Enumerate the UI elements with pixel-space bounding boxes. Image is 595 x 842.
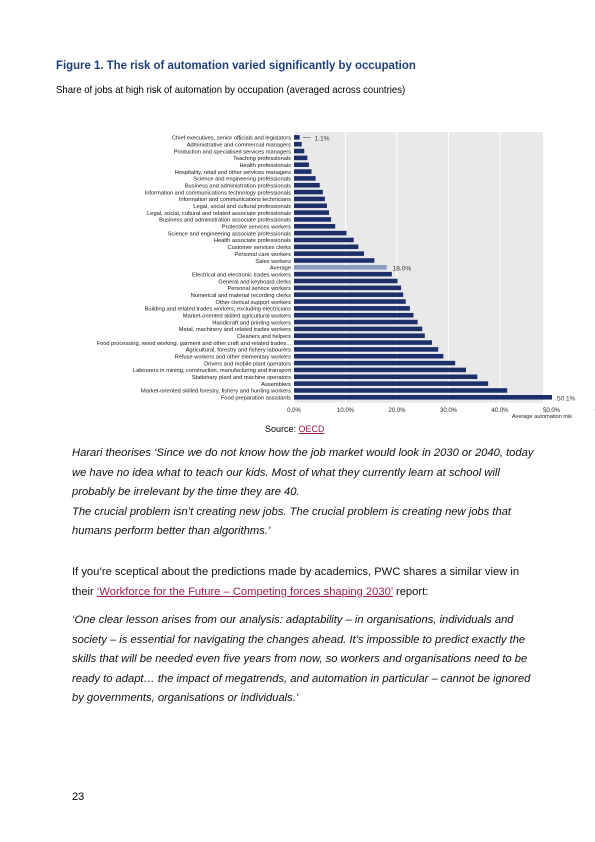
- bar: [294, 251, 364, 256]
- bar: [294, 313, 413, 318]
- y-category-label: Legal, social and cultural professionals: [193, 204, 291, 211]
- bar: [294, 258, 374, 263]
- y-category-label: Food processing, wood working, garment and other craft and related trades...: [96, 340, 291, 347]
- y-category-label: Information and communications technology professionals: [144, 190, 291, 197]
- y-category-label: Drivers and mobile plant operators: [204, 361, 291, 368]
- x-tick-label: 0.0%: [287, 407, 301, 414]
- y-category-label: Assemblers: [261, 381, 291, 388]
- bar: [294, 176, 316, 181]
- pwc-paragraph-end: report:: [392, 585, 429, 598]
- bar: [294, 190, 323, 195]
- bar: [294, 347, 438, 352]
- y-category-label: Production and specialised services managers: [173, 149, 291, 156]
- x-tick-label: 40.0%: [491, 407, 509, 414]
- y-category-label: Metal, machinery and related trades workers: [178, 327, 291, 334]
- y-category-label: Stationary plant and machine operators: [191, 375, 291, 382]
- x-tick-label: 10.0%: [336, 407, 355, 414]
- y-category-label: Science and engineering associate professionals: [167, 231, 291, 238]
- y-category-label: Legal, social, cultural and related associate professionals: [147, 210, 291, 217]
- y-category-label: Personal care workers: [234, 251, 291, 258]
- y-category-label: Average: [269, 265, 291, 272]
- x-tick-label: 20.0%: [388, 407, 406, 414]
- y-category-label: Protective services workers: [221, 224, 291, 231]
- bar: [294, 327, 422, 332]
- pwc-report-link[interactable]: ‘Workforce for the Future – Competing forces shaping 2030’: [96, 585, 393, 598]
- y-category-label: Food preparation assistants: [220, 395, 291, 402]
- x-axis-title: Average automation risk: [511, 413, 573, 420]
- bar: [294, 299, 406, 304]
- x-tick-label: 50.0%: [542, 407, 561, 414]
- bar: [294, 135, 300, 140]
- bar: [294, 183, 320, 188]
- bar: [294, 306, 410, 311]
- y-category-label: Handicraft and printing workers: [212, 320, 291, 327]
- bar: [294, 142, 302, 147]
- bar: [294, 286, 401, 291]
- bar: [294, 354, 443, 359]
- y-category-label: Building and related trades workers, excluding electricians: [144, 306, 291, 313]
- y-category-label: Other clerical support workers: [215, 299, 291, 306]
- harari-quote: Harari theorises ‘Since we do not know how the job market would look in 2030 or 2040, today we have no idea what to teach our kids. Most of what they currently learn at school will probably be irrelevant by the time they are 40. The crucial problem isn’t creating new jobs. The crucial problem is creating new jobs that humans perform better than algorithms.’: [72, 447, 534, 537]
- y-category-label: Health associate professionals: [213, 238, 291, 245]
- bar: [294, 156, 307, 161]
- bar: [294, 279, 398, 284]
- bar: [294, 333, 425, 338]
- y-category-label: Market-oriented skilled forestry, fishery and hunting workers: [140, 388, 291, 395]
- source-label: Source:: [265, 424, 297, 434]
- y-category-label: Refuse workers and other elementary workers: [174, 354, 291, 361]
- y-category-label: General and keyboard clerks: [218, 279, 291, 286]
- bar: [294, 265, 387, 270]
- data-label: 18.0%: [392, 265, 412, 273]
- y-category-label: Agricultural, forestry and fishery labourers: [185, 347, 291, 354]
- page-number: 23: [72, 791, 85, 803]
- bar: [294, 169, 312, 174]
- data-label: 1.1%: [314, 135, 330, 143]
- bar: [294, 388, 507, 393]
- y-category-label: Cleaners and helpers: [236, 334, 291, 340]
- x-tick-label: 30.0%: [439, 407, 458, 414]
- bar: [294, 272, 392, 277]
- bar: [294, 340, 432, 345]
- bar: [294, 320, 418, 325]
- bar: [294, 368, 466, 373]
- y-category-label: Information and communications technicians: [178, 197, 291, 204]
- y-category-label: Electrical and electronic trades workers: [192, 272, 291, 279]
- bar: [294, 292, 403, 297]
- pwc-quote: ‘One clear lesson arises from our analysis: adaptability – in organisations, individuals and society – is essential for navigating the changes ahead. It’s impossible to predict exactly the skills that will be needed even five years from now, so workers and organisations need to be ready to adapt… the impact of megatrends, and automation in particular – cannot be ignored by governments, organisations or individuals.’: [72, 614, 531, 704]
- bar: [294, 204, 327, 209]
- y-category-label: Administrative and commercial managers: [186, 142, 291, 149]
- bar: [294, 217, 331, 222]
- y-category-label: Chief executives, senior officials and legislators: [171, 135, 291, 142]
- y-category-label: Business and administration associate professionals: [159, 217, 291, 224]
- bar: [294, 224, 335, 229]
- y-category-label: Labourers in mining, construction, manufacturing and transport: [132, 368, 291, 375]
- pwc-paragraph: [72, 563, 540, 602]
- chart-source: [265, 424, 325, 434]
- data-label: 50.1%: [557, 395, 576, 403]
- bar: [294, 395, 552, 400]
- oecd-source-link[interactable]: OECD: [298, 424, 325, 434]
- bar: [294, 231, 347, 236]
- bar: [294, 375, 477, 380]
- bar: [294, 162, 309, 167]
- y-category-label: Business and administration professionals: [184, 183, 291, 190]
- bar: [294, 381, 488, 386]
- y-category-label: Hospitality, retail and other services managers: [174, 169, 291, 176]
- y-category-label: Health professionals: [239, 163, 291, 169]
- bar: [294, 238, 354, 243]
- y-category-label: Numerical and material recording clerks: [190, 292, 291, 299]
- bar: [294, 245, 358, 250]
- bar: [294, 361, 455, 366]
- automation-risk-chart: [0, 126, 595, 422]
- y-category-label: Sales workers: [255, 258, 291, 265]
- figure-subtitle: Share of jobs at high risk of automation by occupation (averaged across countries): [56, 85, 406, 96]
- figure-title: Figure 1. The risk of automation varied significantly by occupation: [56, 58, 416, 72]
- y-category-label: Science and engineering professionals: [193, 176, 291, 183]
- y-category-label: Teaching professionals: [233, 156, 291, 163]
- pwc-paragraph-intro: If you’re sceptical about the predictions made by academics, PWC shares a similar view in their: [72, 566, 520, 598]
- y-category-label: Personal service workers: [227, 286, 291, 293]
- bar: [294, 210, 329, 215]
- bar: [294, 149, 304, 154]
- y-category-label: Customer services clerks: [227, 245, 291, 252]
- bar: [294, 197, 325, 202]
- y-category-label: Market-oriented skilled agricultural workers: [182, 313, 291, 320]
